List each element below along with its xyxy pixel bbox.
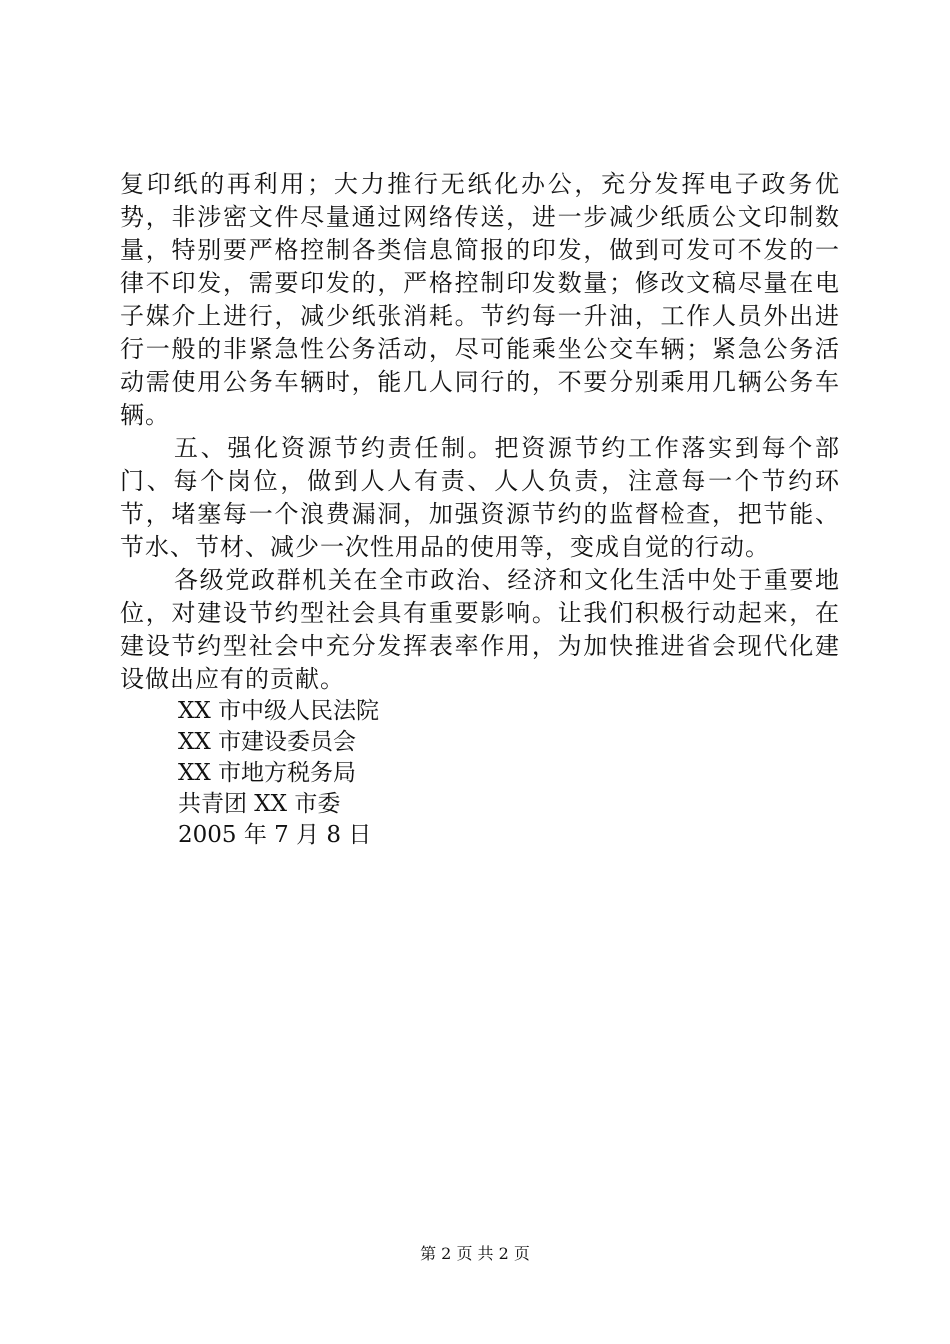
document-body bbox=[120, 168, 840, 851]
signatory-construction-committee: XX 市建设委员会 bbox=[178, 729, 357, 755]
signatory-court: XX 市中级人民法院 bbox=[178, 698, 380, 724]
paragraph-continued: 复印纸的再利用；大力推行无纸化办公，充分发挥电子政务优势，非涉密文件尽量通过网络传送，进一步减少纸质公文印制数量，特别要严格控制各类信息简报的印发，做到可发可不发的一律不印发，需要印发的，严格控制印发数量；修改文稿尽量在电子媒介上进行，减少纸张消耗。节约每一升油，工作人员外出进行一般的非紧急性公务活动，尽可能乘坐公交车辆；紧急公务活动需使用公务车辆时，能几人同行的，不要分别乘用几辆公务车辆。 bbox=[120, 170, 840, 429]
paragraph-closing: 各级党政群机关在全市政治、经济和文化生活中处于重要地位，对建设节约型社会具有重要影响。让我们积极行动起来，在建设节约型社会中充分发挥表率作用，为加快推进省会现代化建设做出应有的贡献。 bbox=[120, 566, 840, 693]
paragraph-responsibility-system: 五、强化资源节约责任制。把资源节约工作落实到每个部门、每个岗位，做到人人有责、人人负责，注意每一个节约环节，堵塞每一个浪费漏洞，加强资源节约的监督检查，把节能、节水、节材、减少一次性用品的使用等，变成自觉的行动。 bbox=[120, 434, 840, 561]
document-date: 2005 年 7 月 8 日 bbox=[178, 822, 372, 848]
page-footer: 第 2 页 共 2 页 bbox=[420, 1244, 530, 1263]
signatory-tax-bureau: XX 市地方税务局 bbox=[178, 760, 357, 786]
signatory-youth-league: 共青团 XX 市委 bbox=[178, 791, 341, 817]
signature-block bbox=[120, 696, 840, 851]
